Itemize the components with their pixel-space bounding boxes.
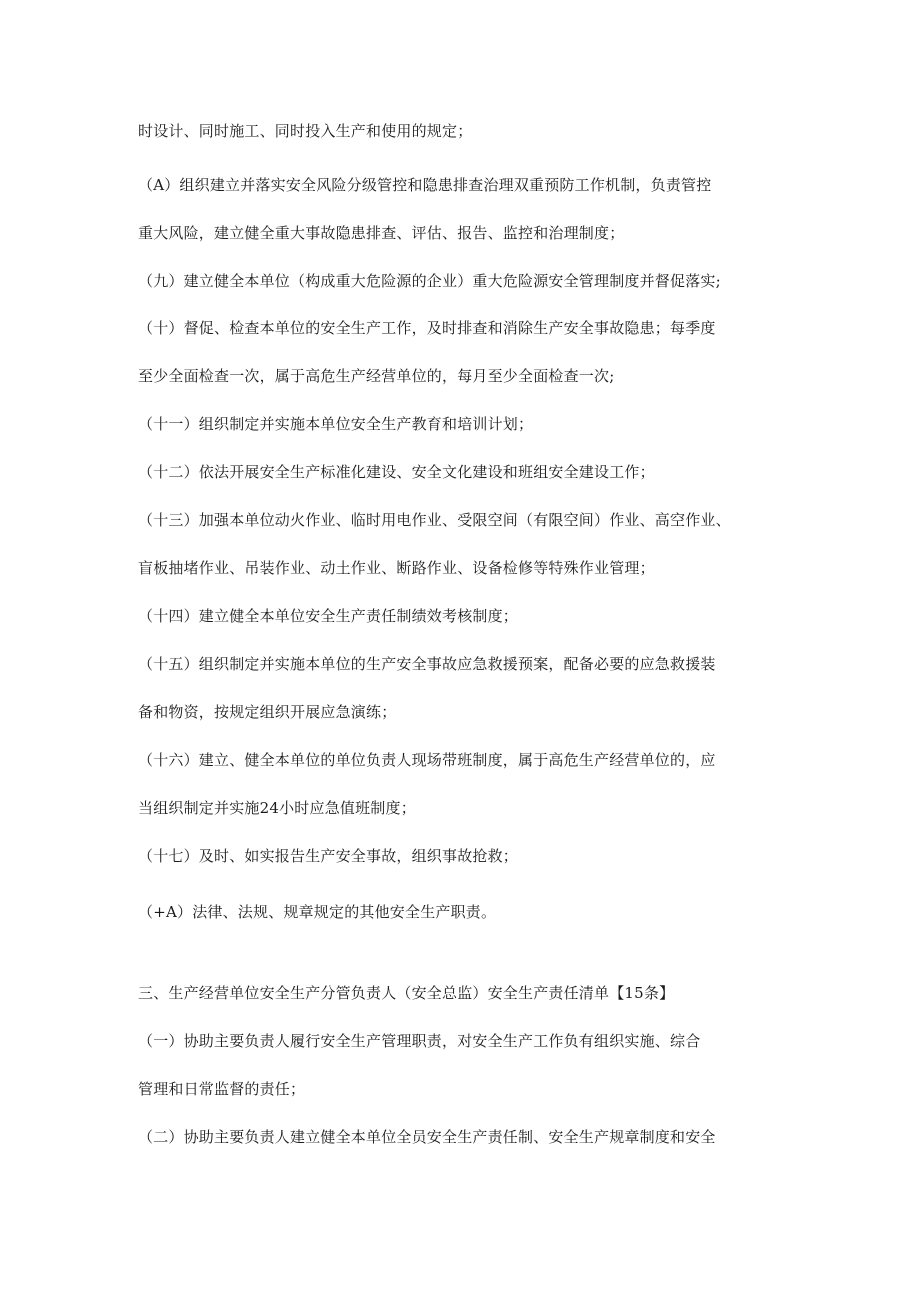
- text-line: （二）协助主要负责人建立健全本单位全员安全生产责任制、安全生产规章制度和安全: [138, 1128, 716, 1146]
- text-line: （十四）建立健全本单位安全生产责任制绩效考核制度；: [138, 607, 519, 625]
- text-line: 重大风险，建立健全重大事故隐患排查、评估、报告、监控和治理制度；: [138, 224, 625, 242]
- text-line: （十）督促、检查本单位的安全生产工作，及时排查和消除生产安全事故隐患；每季度: [138, 319, 716, 337]
- text-line: （十七）及时、如实报告生产安全事故，组织事故抢救；: [138, 847, 519, 865]
- text-line: 备和物资，按规定组织开展应急演练；: [138, 703, 397, 721]
- text-line: 盲板抽堵作业、吊装作业、动土作业、断路作业、设备检修等特殊作业管理；: [138, 559, 655, 577]
- text-line: （十一）组织制定并实施本单位安全生产教育和培训计划；: [138, 415, 534, 433]
- text-line: 管理和日常监督的责任；: [138, 1080, 306, 1098]
- text-line: （A）组织建立并落实安全风险分级管控和隐患排查治理双重预防工作机制，负责管控: [138, 176, 712, 194]
- text-line: （一）协助主要负责人履行安全生产管理职责，对安全生产工作负有组织实施、综合: [138, 1032, 701, 1050]
- text-line: （十二）依法开展安全生产标准化建设、安全文化建设和班组安全建设工作；: [138, 463, 655, 481]
- text-line: （十三）加强本单位动火作业、临时用电作业、受限空间（有限空间）作业、高空作业、: [138, 511, 731, 529]
- text-line: 时设计、同时施工、同时投入生产和使用的规定；: [138, 122, 473, 140]
- text-line: 至少全面检查一次，属于高危生产经营单位的，每月至少全面检查一次;: [138, 367, 615, 385]
- text-line: （九）建立健全本单位（构成重大危险源的企业）重大危险源安全管理制度并督促落实;: [138, 272, 721, 290]
- text-line: （+A）法律、法规、规章规定的其他安全生产职责。: [138, 903, 497, 921]
- text-line: （十六）建立、健全本单位的单位负责人现场带班制度，属于高危生产经营单位的，应: [138, 751, 716, 769]
- text-line: （十五）组织制定并实施本单位的生产安全事故应急救援预案，配备必要的应急救援装: [138, 655, 716, 673]
- section-heading: 三、生产经营单位安全生产分管负责人（安全总监）安全生产责任清单【15条】: [138, 984, 675, 1002]
- text-line: 当组织制定并实施24小时应急值班制度；: [138, 799, 416, 817]
